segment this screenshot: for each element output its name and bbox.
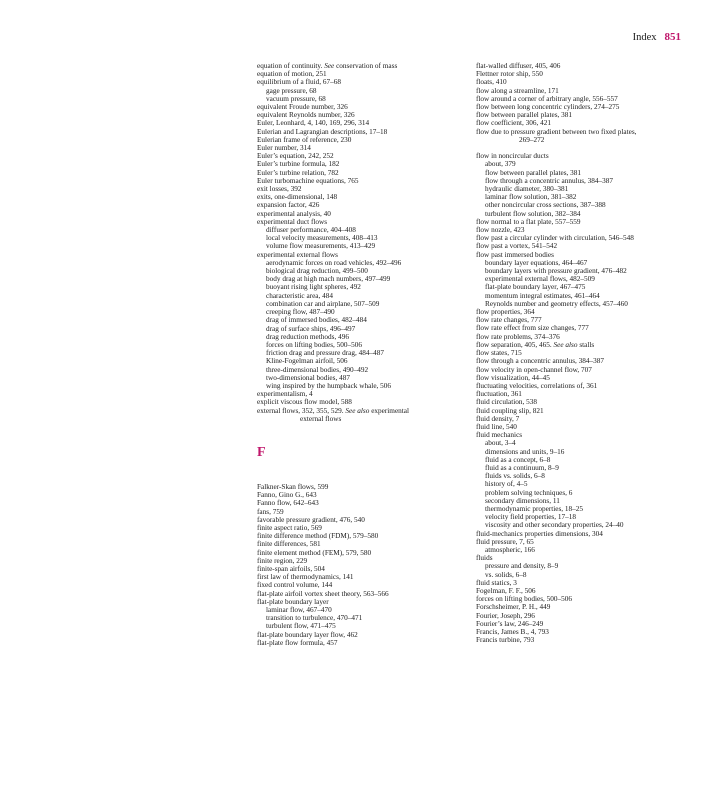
index-entry: Fourier’s law, 246–249: [476, 619, 544, 628]
index-entry: flat-plate airfoil vortex sheet theory, 563–566: [257, 589, 389, 598]
index-entry: fluid pressure, 7, 65: [476, 537, 534, 546]
index-subentry: laminar flow, 467–470: [266, 605, 332, 614]
index-entry: fluid coupling slip, 821: [476, 406, 544, 415]
index-entry: Euler’s turbine relation, 782: [257, 168, 339, 177]
index-subentry: creeping flow, 487–490: [266, 308, 335, 317]
index-entries-e: [257, 62, 462, 423]
left-column: [257, 62, 462, 647]
index-entry: flow due to pressure gradient between two fixed plates,: [476, 127, 637, 136]
index-entry: exit losses, 392: [257, 185, 302, 194]
index-entry: Falkner-Skan flows, 599: [257, 482, 329, 491]
index-subentry: pressure and density, 8–9: [485, 562, 559, 571]
index-subentry: velocity field properties, 17–18: [485, 513, 577, 522]
index-entry: flow coefficient, 306, 421: [476, 119, 551, 128]
index-entry: forces on lifting bodies, 500–506: [476, 595, 573, 604]
index-entry: Eulerian and Lagrangian descriptions, 17–18: [257, 127, 388, 136]
index-subentry: forces on lifting bodies, 500–506: [266, 340, 363, 349]
index-subentry: other noncircular cross sections, 387–388: [485, 201, 606, 210]
index-subentry: turbulent flow, 471–475: [266, 622, 336, 631]
index-subentry: problem solving techniques, 6: [485, 488, 573, 497]
index-subentry: characteristic area, 484: [266, 291, 334, 300]
index-subentry: biological drag reduction, 499–500: [266, 267, 368, 276]
index-entry: experimentalism, 4: [257, 390, 313, 399]
index-subentry: aerodynamic forces on road vehicles, 492–496: [266, 258, 402, 267]
index-entry: fans, 759: [257, 507, 284, 516]
index-subentry: about, 379: [485, 160, 516, 169]
index-entry: flow states, 715: [476, 349, 522, 358]
index-subentry: flat-plate boundary layer, 467–475: [485, 283, 586, 292]
index-entry: experimental external flows: [257, 250, 338, 259]
index-entry: Eulerian frame of reference, 230: [257, 135, 352, 144]
index-entry: floats, 410: [476, 78, 507, 87]
index-entry: flow past a vortex, 541–542: [476, 242, 558, 251]
index-entry: finite differences, 581: [257, 540, 321, 549]
index-entry: fluid mechanics: [476, 431, 523, 440]
index-subentry: momentum integral estimates, 461–464: [485, 291, 600, 300]
index-entry: equivalent Reynolds number, 326: [257, 111, 355, 120]
index-entry: flat-plate boundary layer: [257, 597, 329, 606]
index-entry: flow nozzle, 423: [476, 226, 525, 235]
index-subentry: transition to turbulence, 470–471: [266, 614, 363, 623]
index-entry: first law of thermodynamics, 141: [257, 573, 354, 582]
index-subentry: body drag at high mach numbers, 497–499: [266, 275, 391, 284]
index-entry: flow past immersed bodies: [476, 250, 554, 259]
header-label: Index: [632, 32, 657, 43]
index-subentry: turbulent flow solution, 382–384: [485, 209, 581, 218]
index-subentry: volume flow measurements, 413–429: [266, 242, 376, 251]
index-entry: fluid circulation, 538: [476, 398, 538, 407]
index-entry: fixed control volume, 144: [257, 581, 333, 590]
index-entry: fluctuating velocities, correlations of, 361: [476, 381, 598, 390]
index-subentry: flow through a concentric annulus, 384–387: [485, 176, 614, 185]
index-subentry: wing inspired by the humpback whale, 506: [266, 381, 392, 390]
index-entry: explicit viscous flow model, 588: [257, 398, 352, 407]
index-subentry: boundary layers with pressure gradient, 476–482: [485, 267, 627, 276]
index-entry: finite difference method (FDM), 579–580: [257, 532, 379, 541]
index-entry: Euler turbomachine equations, 765: [257, 176, 359, 185]
index-subentry: flow between parallel plates, 381: [485, 168, 582, 177]
index-entry: fluid statics, 3: [476, 578, 517, 587]
index-subentry: two-dimensional bodies, 487: [266, 373, 350, 382]
index-entry: finite aspect ratio, 569: [257, 523, 322, 532]
index-entry: Forschsheimer, P. H., 449: [476, 603, 551, 612]
index-subentry: about, 3–4: [485, 439, 516, 448]
index-entry: equation of continuity. See conservation of mass: [257, 62, 398, 70]
page-header: [633, 31, 681, 43]
page-number: 851: [664, 31, 681, 43]
index-entry: fluid line, 540: [476, 422, 517, 431]
index-entry: flow rate problems, 374–376: [476, 332, 560, 341]
index-entry: Flettner rotor ship, 550: [476, 70, 543, 79]
index-entry: fluid-mechanics properties dimensions, 304: [476, 529, 603, 538]
index-entry: flow around a corner of arbitrary angle, 556–557: [476, 94, 618, 103]
index-entry: flow properties, 364: [476, 308, 535, 317]
index-subentry: combination car and airplane, 507–509: [266, 299, 380, 308]
index-entry: expansion factor, 426: [257, 201, 320, 210]
index-subentry: gage pressure, 68: [266, 86, 317, 95]
index-entry: Fanno, Gino G., 643: [257, 491, 317, 500]
index-entry: fluid density, 7: [476, 414, 520, 423]
index-entry: Euler number, 314: [257, 144, 311, 153]
index-subentry: friction drag and pressure drag, 484–487: [266, 349, 384, 358]
index-subentry: hydraulic diameter, 380–381: [485, 185, 569, 194]
index-entry-continuation: external flows: [300, 414, 342, 423]
index-entry: fluctuation, 361: [476, 390, 522, 399]
index-entry: finite region, 229: [257, 556, 308, 565]
index-entry: equivalent Froude number, 326: [257, 103, 348, 112]
index-entries-fl: [476, 62, 701, 644]
index-entry: flow normal to a flat plate, 557–559: [476, 217, 581, 226]
index-subentry: local velocity measurements, 408–413: [266, 234, 378, 243]
index-entry: equilibrium of a fluid, 67–68: [257, 78, 341, 87]
index-entry: flat-plate flow formula, 457: [257, 638, 338, 647]
index-entry: finite element method (FEM), 579, 580: [257, 548, 372, 557]
index-subentry: fluid as a continuum, 8–9: [485, 463, 559, 472]
index-entry: Euler’s equation, 242, 252: [257, 152, 334, 161]
index-subentry: drag reduction methods, 496: [266, 332, 349, 341]
index-subentry: secondary dimensions, 11: [485, 496, 560, 505]
index-entry: Francis, James B., 4, 793: [476, 628, 549, 636]
index-entry: flow past a circular cylinder with circulation, 546–548: [476, 234, 634, 243]
index-entry: Francis turbine, 793: [476, 636, 535, 645]
index-entry: flow between long concentric cylinders, 274–275: [476, 103, 620, 112]
index-entries-f: [257, 483, 462, 647]
index-entry: flow along a streamline, 171: [476, 86, 559, 95]
index-entry: flow rate changes, 777: [476, 316, 542, 325]
index-entry-continuation: 269–272: [519, 135, 545, 144]
index-entry: flow in noncircular ducts: [476, 152, 549, 161]
index-entry: experimental analysis, 40: [257, 209, 331, 218]
index-entry: finite-span airfoils, 504: [257, 564, 325, 573]
index-subentry: drag of surface ships, 496–497: [266, 324, 356, 333]
right-column: [476, 62, 701, 644]
index-entry: external flows, 352, 355, 529. See also experimental: [257, 406, 410, 415]
index-subentry: atmospheric, 166: [485, 545, 535, 554]
index-subentry: history of, 4–5: [485, 480, 528, 489]
index-subentry: laminar flow solution, 381–382: [485, 193, 577, 202]
index-entry: experimental duct flows: [257, 217, 328, 226]
index-entry: Euler, Leonhard, 4, 140, 169, 296, 314: [257, 119, 370, 128]
index-entry: equation of motion, 251: [257, 70, 327, 79]
index-subentry: Kline-Fogelman airfoil, 506: [266, 357, 348, 366]
index-entry: flow velocity in open-channel flow, 707: [476, 365, 592, 374]
index-subentry: fluid as a concept, 6–8: [485, 455, 551, 464]
index-subentry: diffuser performance, 404–408: [266, 226, 356, 235]
index-entry: favorable pressure gradient, 476, 540: [257, 515, 365, 524]
index-subentry: Reynolds number and geometry effects, 457–460: [485, 299, 628, 308]
index-subentry: three-dimensional bodies, 490–492: [266, 365, 369, 374]
section-letter-f: F: [257, 444, 266, 460]
index-entry: flat-plate boundary layer flow, 462: [257, 630, 358, 639]
index-entry: flat-walled diffuser, 405, 406: [476, 62, 561, 70]
index-entry: flow rate effect from size changes, 777: [476, 324, 589, 333]
index-subentry: vacuum pressure, 68: [266, 94, 326, 103]
index-subentry: drag of immersed bodies, 482–484: [266, 316, 367, 325]
index-entry: flow through a concentric annulus, 384–387: [476, 357, 605, 366]
index-subentry: boundary layer equations, 464–467: [485, 258, 588, 267]
index-subentry: fluids vs. solids, 6–8: [485, 472, 545, 481]
index-entry: Euler’s turbine formula, 182: [257, 160, 340, 169]
index-subentry: thermodynamic properties, 18–25: [485, 504, 584, 513]
index-subentry: viscosity and other secondary properties, 24–40: [485, 521, 624, 530]
index-entry: exits, one-dimensional, 148: [257, 193, 338, 202]
index-entry: fluids: [476, 554, 493, 563]
index-entry: flow between parallel plates, 381: [476, 111, 573, 120]
index-subentry: vs. solids, 6–8: [485, 570, 527, 579]
index-entry: flow visualization, 44–45: [476, 373, 550, 382]
index-entry: Fanno flow, 642–643: [257, 499, 319, 508]
index-subentry: buoyant rising light spheres, 492: [266, 283, 361, 292]
index-subentry: dimensions and units, 9–16: [485, 447, 565, 456]
index-subentry: experimental external flows, 482–509: [485, 275, 595, 284]
index-entry: Fogelman, F. F., 506: [476, 586, 536, 595]
index-entry: Fourier, Joseph, 296: [476, 611, 535, 620]
index-entry: flow separation, 405, 465. See also stalls: [476, 340, 595, 349]
